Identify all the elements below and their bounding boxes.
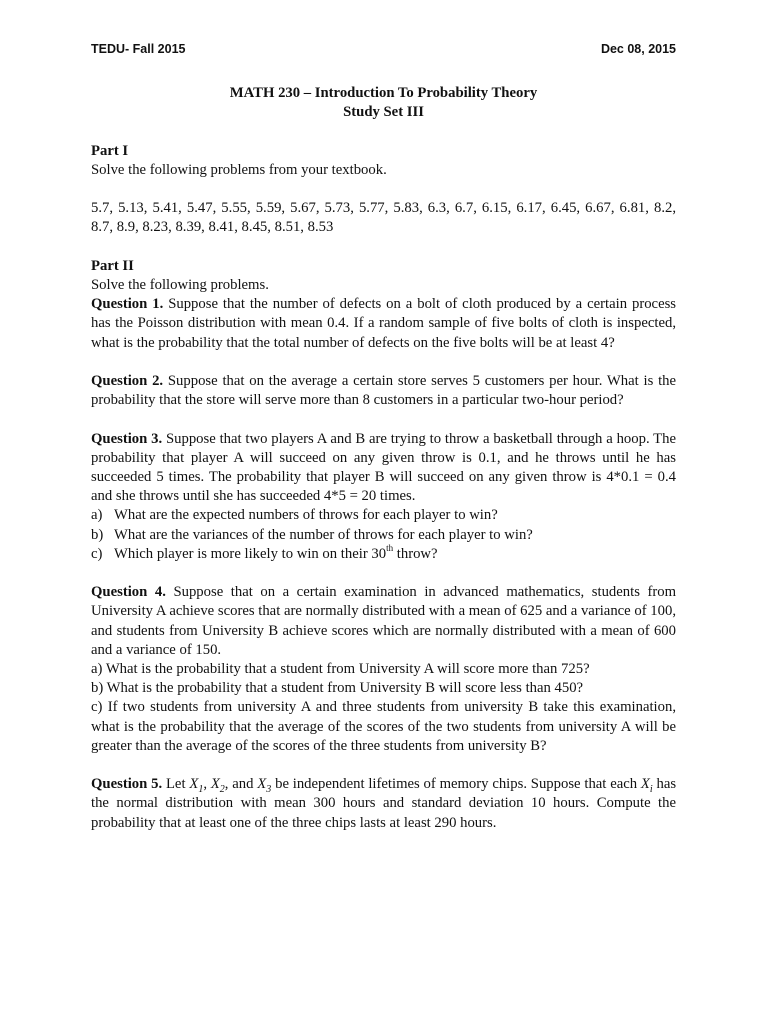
item-marker: a): [91, 507, 103, 524]
item-text-end: throw?: [393, 545, 438, 562]
item-text: What are the expected numbers of throws for each player to win?: [114, 507, 498, 524]
question-2: [91, 372, 676, 410]
question-4-part-b: b) What is the probability that a student from University B will score less than 450?: [91, 680, 584, 697]
question-1-text: Suppose that the number of defects on a bolt of cloth produced by a certain process has the Poisson distribution with mean 0.4. If a random sample of five bolts of cloth is inspected, what is the probability that the total number of defects on the five bolts will be at least 4?: [91, 296, 677, 351]
item-marker: c): [91, 545, 103, 562]
question-5-text-1: be independent lifetimes of memory chips. Suppose that each: [275, 776, 638, 793]
part1-heading: Part I: [91, 142, 129, 159]
q5-let: Let: [165, 776, 186, 793]
question-4-part-c: c) If two students from university A and three students from university B take this examination, what is the probability that the average of the scores of the two students from university A will be greater than the average of the scores of the three students from university B?: [91, 699, 676, 754]
var-x2: $X_2$: [210, 776, 225, 796]
question-4-text: Suppose that on a certain examination in advanced mathematics, students from University A achieve scores that are normally distributed with a mean of 625 and a variance of 100, and students from University B achieve scores which are normally distributed with a mean of 600 and a variance of 150.: [91, 584, 677, 658]
part2-heading: Part II: [91, 257, 134, 274]
question-3-item-c: [91, 542, 676, 564]
document-body: [91, 84, 676, 833]
question-2-text: Suppose that on the average a certain store serves 5 customers per hour. What is the probability that the store will serve more than 8 customers in a particular two-hour period?: [91, 372, 677, 409]
question-3-label: Question 3.: [91, 430, 163, 447]
question-2-label: Question 2.: [91, 372, 164, 389]
ordinal-suffix: th: [386, 542, 394, 553]
question-3-text: Suppose that two players A and B are trying to throw a basketball through a hoop. The probability that player A will succeed on any given throw is 0.1, and he throws until he has succeeded 5 times. The probability that player B will succeed on any given throw is 4*0.1 = 0.4 and she throws until she has succeeded 4*5 = 20 times.: [91, 430, 677, 505]
question-3: [91, 430, 676, 507]
var-x1: $X_1$: [189, 776, 204, 796]
document-title: MATH 230 – Introduction To Probability Theory: [229, 85, 538, 101]
item-marker: b): [91, 526, 104, 543]
part2-instruction: Solve the following problems.: [91, 276, 269, 293]
q5-and: , and: [224, 776, 254, 793]
part1-instruction: Solve the following problems from your textbook.: [91, 161, 387, 178]
question-3-item-b: [91, 526, 676, 545]
question-5-label: Question 5.: [91, 776, 163, 793]
question-3-item-a: [91, 506, 676, 525]
item-text: What are the variances of the number of throws for each player to win?: [114, 526, 533, 543]
q5-comma: ,: [203, 776, 207, 793]
item-text: Which player is more likely to win on their 30: [114, 545, 387, 562]
var-xi: $X_i$: [640, 776, 653, 796]
question-4-label: Question 4.: [91, 584, 166, 601]
header-course-term: TEDU- Fall 2015: [91, 42, 186, 56]
header-date: Dec 08, 2015: [600, 42, 676, 56]
question-1: [91, 295, 676, 353]
question-4-part-a: a) What is the probability that a student from University A will score more than 725?: [91, 661, 590, 677]
question-4: [91, 583, 676, 660]
part1-problem-list: 5.7, 5.13, 5.41, 5.47, 5.55, 5.59, 5.67, 5.73, 5.77, 5.83, 6.3, 6.7, 6.15, 6.17, 6.45, 6.67, 6.81, 8.2, 8.7, 8.9, 8.23, 8.39, 8.41, 8.45, 8.51, 8.53: [91, 200, 676, 236]
document-subtitle: Study Set III: [343, 104, 424, 121]
question-5-text-2: has the normal distribution with mean 300 hours and standard deviation 10 hours. Compute the probability that at least one of the three chips lasts at least 290 hours.: [91, 776, 677, 831]
question-5: [91, 775, 676, 833]
question-1-label: Question 1.: [91, 296, 164, 313]
var-x3: $X_3$: [257, 776, 272, 796]
